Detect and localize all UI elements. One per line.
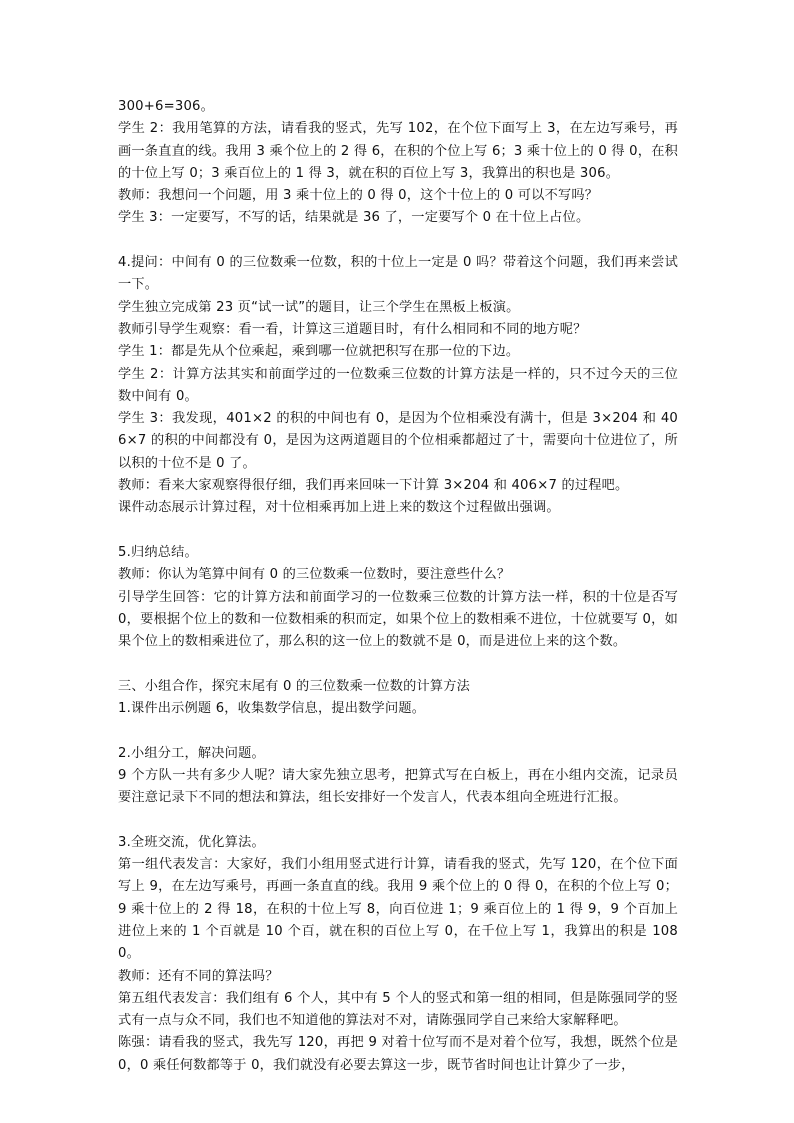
paragraph: 教师：你认为笔算中间有 0 的三位数乘一位数时，要注意些什么？ (118, 567, 511, 583)
section-heading: 3.全班交流，优化算法。 (118, 834, 265, 850)
paragraph: 教师引导学生观察：看一看，计算这三道题目时，有什么相同和不同的地方呢？ (118, 321, 587, 337)
paragraph: 300+6=306。 (118, 99, 215, 114)
blank-line (118, 520, 678, 542)
blank-line (118, 720, 678, 742)
paragraph: 学生独立完成第 23 页“试一试”的题目，让三个学生在黑板上板演。 (118, 299, 520, 315)
section-heading: 三、小组合作，探究末尾有 0 的三位数乘一位数的计算方法 (118, 678, 471, 694)
paragraph: 学生 2：计算方法其实和前面学过的一位数乘三位数的计算方法是一样的，只不过今天的三位数中间有 0。 (118, 366, 678, 404)
paragraph: 学生 2：我用笔算的方法，请看我的竖式，先写 102，在个位下面写上 3，在左边写乘号，再画一条直直的线。我用 3 乘个位上的 2 得 6，在积的个位上写 6；3 乘十位上的 0 得 0，在积的十位上写 0；3 乘百位上的 1 得 3，就在积的百位上写 3，我算出的积也是 306。 (118, 121, 678, 181)
paragraph: 第一组代表发言：大家好，我们小组用竖式进行计算，请看我的竖式，先写 120，在个位下面写上 9，在左边写乘号，再画一条直直的线。我用 9 乘个位上的 0 得 0，在积的个位上写 0；9 乘十位上的 2 得 18，在积的十位上写 8，向百位进 1；9 乘百位上的 1 得 9，9 个百加上进位上来的 1 个百就是 10 个百，就在积的百位上写 0，在千位上写 1，我算出的积是 1080。 (118, 857, 678, 962)
section-heading: 2.小组分工，解决问题。 (118, 745, 265, 761)
paragraph: 1.课件出示例题 6，收集数学信息，提出数学问题。 (118, 701, 426, 717)
section-heading: 5.归纳总结。 (118, 544, 198, 560)
paragraph: 学生 1：都是先从个位乘起，乘到哪一位就把积写在那一位的下边。 (118, 344, 520, 360)
document-page (118, 96, 678, 1077)
paragraph: 引导学生回答：它的计算方法和前面学习的一位数乘三位数的计算方法一样，积的十位是否写 0，要根据个位上的数和一位数相乘的积而定，如果个位上的数相乘不进位，十位就要写 0，如果个位上的数相乘进位了，那么积的这一位上的数就不是 0，而是进位上来的这个数。 (118, 589, 678, 650)
section-heading: 4.提问：中间有 0 的三位数乘一位数，积的十位上一定是 0 吗？带着这个问题，我们再来尝试一下。 (118, 255, 678, 293)
paragraph: 学生 3：我发现，401×2 的积的中间也有 0，是因为个位相乘没有满十，但是 3×204 和 406×7 的积的中间都没有 0，是因为这两道题目的个位相乘都超过了十，需要向十位进位了，所以积的十位不是 0 了。 (118, 411, 678, 471)
paragraph: 9 个方队一共有多少人呢？请大家先独立思考，把算式写在白板上，再在小组内交流，记录员要注意记录下不同的想法和算法，组长安排好一个发言人，代表本组向全班进行汇报。 (118, 767, 678, 806)
paragraph: 学生 3：一定要写，不写的话，结果就是 36 了，一定要写个 0 在十位上占位。 (118, 210, 590, 226)
paragraph: 陈强：请看我的竖式，我先写 120，再把 9 对着十位写而不是对着个位写，我想，既然个位是 0，0 乘任何数都等于 0，我们就没有必要去算这一步，既节省时间也让计算少了一步， (118, 1035, 678, 1073)
blank-line (118, 810, 678, 832)
paragraph: 教师：看来大家观察得很仔细，我们再来回味一下计算 3×204 和 406×7 的过程吧。 (118, 478, 629, 494)
paragraph: 教师：还有不同的算法吗？ (118, 968, 279, 984)
paragraph: 课件动态展示计算过程，对十位相乘再加上进上来的数这个过程做出强调。 (118, 500, 560, 516)
paragraph: 教师：我想问一个问题，用 3 乘十位上的 0 得 0，这个十位上的 0 可以不写吗？ (118, 188, 599, 204)
blank-line (118, 653, 678, 675)
paragraph: 第五组代表发言：我们组有 6 个人，其中有 5 个人的竖式和第一组的相同，但是陈强同学的竖式有一点与众不同，我们也不知道他的算法对不对，请陈强同学自己来给大家解释吧。 (118, 990, 678, 1029)
blank-line (118, 230, 678, 252)
